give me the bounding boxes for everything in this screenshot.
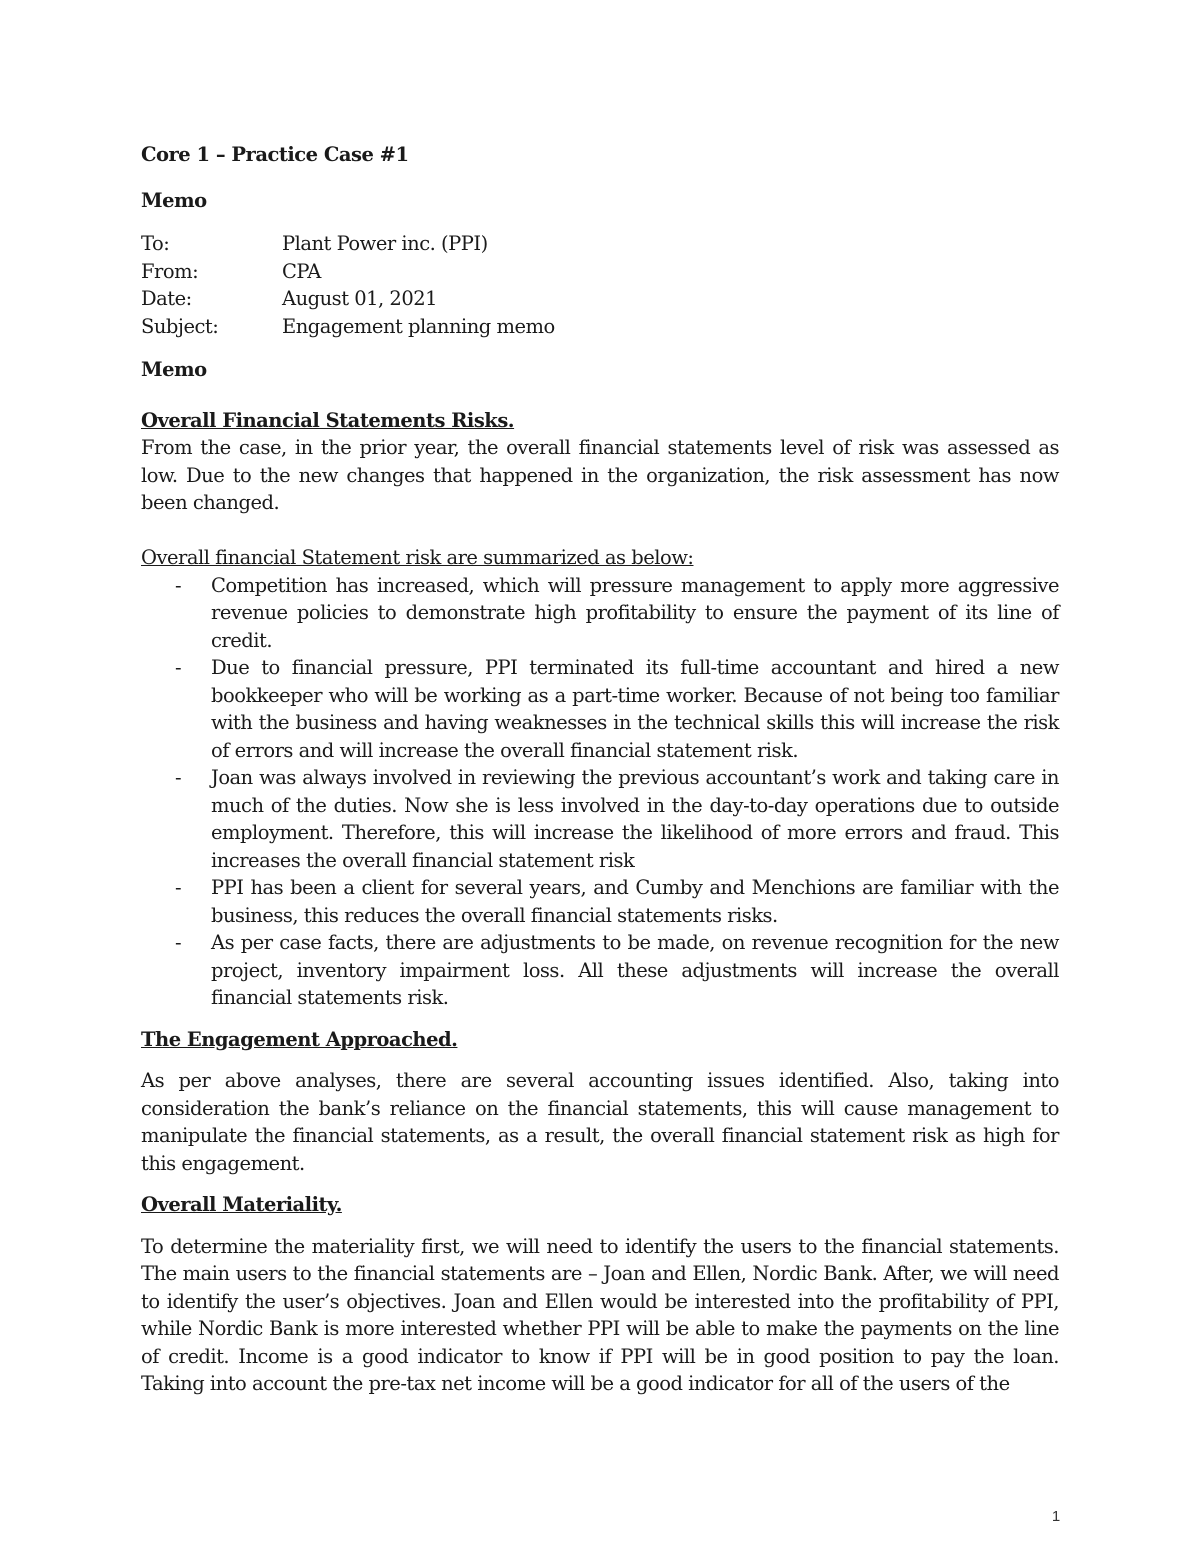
memo-header xyxy=(141,230,1059,340)
list-item xyxy=(141,572,1059,655)
header-value: August 01, 2021 xyxy=(282,287,438,310)
header-key: From: xyxy=(141,259,199,283)
list-item xyxy=(141,764,1059,874)
memo-label: Memo xyxy=(141,188,207,212)
section-heading-materiality: Overall Materiality. xyxy=(141,1193,342,1216)
risk-item-text: Competition has increased, which will pressure management to apply more aggressive revenue policies to demonstrate high profitability to ensure the payment of its line of credit. xyxy=(211,573,1059,652)
list-item xyxy=(141,929,1059,1012)
memo-header-row-to xyxy=(141,230,1059,258)
approach-paragraph: As per above analyses, there are several accounting issues identified. Also, taking into consideration the bank’s reliance on the financial statements, this will cause management to manipulate the financial statements, as a result, the overall financial statement risk as high for this engagement. xyxy=(141,1069,1059,1175)
risks-summary-heading: Overall financial Statement risk are summarized as below: xyxy=(141,546,694,569)
risk-list xyxy=(141,572,1059,1012)
section-heading-approach: The Engagement Approached. xyxy=(141,1027,458,1051)
risks-intro-paragraph: From the case, in the prior year, the overall financial statements level of risk was assessed as low. Due to the new changes that happened in the organization, the risk assessment has now been changed. xyxy=(141,436,1059,514)
bullet-dash: - xyxy=(175,766,182,789)
header-key: To: xyxy=(141,232,170,255)
section-heading-risks: Overall Financial Statements Risks. xyxy=(141,408,515,432)
header-key: Date: xyxy=(141,287,192,310)
list-item xyxy=(141,654,1059,764)
materiality-section xyxy=(141,1191,1059,1398)
bullet-dash: - xyxy=(175,931,182,954)
risk-item-text: Due to financial pressure, PPI terminated its full-time accountant and hired a new bookkeeper who will be working as a part-time worker. Because of not being too familiar with the business and having weaknesses in the technical skills this will increase the risk of errors and will increase the overall financial statement risk. xyxy=(211,656,1059,762)
list-item xyxy=(141,874,1059,929)
memo-header-row-from xyxy=(141,258,1059,286)
risk-item-text: Joan was always involved in reviewing the previous accountant’s work and taking care in much of the duties. Now she is less involved in the day-to-day operations due to outside employment. Therefore, this will increase the likelihood of more errors and fraud. This increases the overall financial statement risk xyxy=(211,766,1059,872)
bullet-dash: - xyxy=(175,573,182,597)
header-value: Engagement planning memo xyxy=(282,314,555,338)
memo-header-row-date xyxy=(141,285,1059,313)
memo-header-row-subject xyxy=(141,313,1059,341)
header-value: CPA xyxy=(282,259,321,283)
document-page xyxy=(141,141,1059,1398)
bullet-dash: - xyxy=(175,656,182,679)
approach-section xyxy=(141,1026,1059,1178)
risk-item-text: PPI has been a client for several years, and Cumby and Menchions are familiar with the business, this reduces the overall financial statements risks. xyxy=(211,876,1059,927)
materiality-paragraph: To determine the materiality first, we will need to identify the users to the financial statements. The main users to the financial statements are – Joan and Ellen, Nordic Bank. After, we will need to identify the user’s objectives. Joan and Ellen would be interested into the profitability of PPI, while Nordic Bank is more interested whether PPI will be able to make the payments on the line of credit. Income is a good indicator to know if PPI will be in good position to pay the loan. Taking into account the pre-tax net income will be a good indicator for all of the users of the xyxy=(141,1234,1059,1395)
risk-item-text: As per case facts, there are adjustments to be made, on revenue recognition for the new project, inventory impairment loss. All these adjustments will increase the overall financial statements risk. xyxy=(211,931,1059,1009)
memo-label-second: Memo xyxy=(141,358,207,381)
document-title: Core 1 – Practice Case #1 xyxy=(141,143,409,166)
bullet-dash: - xyxy=(175,876,182,899)
header-key: Subject: xyxy=(141,314,219,338)
page-number: 1 xyxy=(1051,1508,1061,1525)
risks-section xyxy=(141,407,1059,1012)
header-value: Plant Power inc. (PPI) xyxy=(282,232,488,255)
